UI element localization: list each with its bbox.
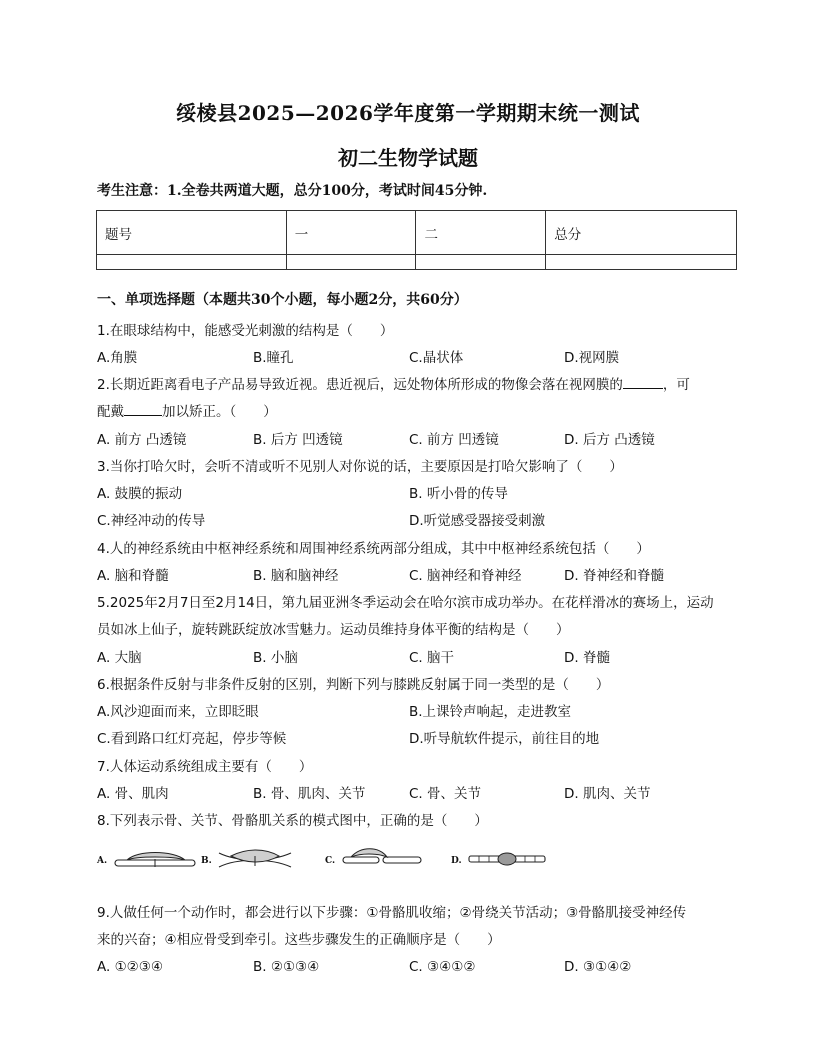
- option[interactable]: B.上课铃声响起，走进教室: [409, 704, 572, 720]
- option-row: [97, 954, 737, 981]
- option[interactable]: B. 脑和脑神经: [253, 568, 339, 584]
- option[interactable]: D. ③①④②: [564, 959, 632, 975]
- exam-title: 绥棱县2025—2026学年度第一学期期末统一测试: [176, 101, 640, 125]
- score-table-header-cell: 一: [286, 211, 416, 255]
- diagram-label: D.: [451, 856, 462, 866]
- option[interactable]: D.视网膜: [564, 350, 620, 366]
- question-stem: 1.在眼球结构中，能感受光刺激的结构是（ ）: [97, 323, 394, 339]
- score-cell[interactable]: [416, 255, 546, 270]
- option[interactable]: C. 脑干: [409, 650, 455, 666]
- option[interactable]: B. 听小骨的传导: [409, 486, 508, 502]
- option[interactable]: C.神经冲动的传导: [97, 513, 206, 529]
- option[interactable]: B.瞳孔: [253, 350, 294, 366]
- option[interactable]: B. 小脑: [253, 650, 298, 666]
- option[interactable]: D. 脊髓: [564, 650, 610, 666]
- option[interactable]: C. ③④①②: [409, 959, 476, 975]
- score-table-header-cell: 题号: [97, 211, 287, 255]
- option[interactable]: C.晶状体: [409, 350, 464, 366]
- diagram-option-d[interactable]: [451, 844, 571, 876]
- question-stem: [97, 372, 727, 399]
- bone-joint-muscle-diagram-b: [217, 844, 293, 876]
- option[interactable]: D. 后方 凸透镜: [564, 432, 655, 448]
- option[interactable]: A.风沙迎面而来，立即眨眼: [97, 704, 259, 720]
- bone-joint-muscle-diagram-d: [467, 844, 547, 876]
- bone-joint-muscle-diagram-a: [113, 844, 197, 876]
- option[interactable]: D.听觉感受器接受刺激: [409, 513, 546, 529]
- score-cell[interactable]: [286, 255, 416, 270]
- question-stem-cont: 来的兴奋；④相应骨受到牵引。这些步骤发生的正确顺序是（ ）: [97, 932, 501, 948]
- score-cell[interactable]: [546, 255, 737, 270]
- score-table: [96, 210, 737, 270]
- option-row: [97, 427, 737, 454]
- exam-subtitle: 初二生物学试题: [338, 146, 478, 170]
- score-cell[interactable]: [97, 255, 287, 270]
- option[interactable]: A. 前方 凸透镜: [97, 432, 187, 448]
- option[interactable]: A. 骨、肌肉: [97, 786, 169, 802]
- fill-blank[interactable]: [623, 374, 663, 389]
- diagram-option-a[interactable]: [97, 844, 217, 876]
- question-stem-cont: 员如冰上仙子，旋转跳跃绽放冰雪魅力。运动员维持身体平衡的结构是（ ）: [97, 622, 570, 638]
- option[interactable]: A. 脑和脊髓: [97, 568, 169, 584]
- stem-text: ，可: [662, 377, 690, 393]
- question-stem: 4.人的神经系统由中枢神经系统和周围神经系统两部分组成，其中中枢神经系统包括（ ）: [97, 541, 650, 557]
- score-table-header-cell: 二: [416, 211, 546, 255]
- question-stem: 9.人做任何一个动作时，都会进行以下步骤：①骨骼肌收缩；②骨绕关节活动；③骨骼肌接受神经传: [97, 905, 687, 921]
- option-row: [97, 726, 737, 753]
- diagram-label: C.: [325, 856, 336, 866]
- option-row: [97, 508, 737, 535]
- option-row: [97, 345, 737, 372]
- option-row: [97, 699, 737, 726]
- option[interactable]: B. ②①③④: [253, 959, 320, 975]
- stem-text: 配戴: [97, 404, 124, 420]
- option-row: [97, 645, 737, 672]
- diagram-label: A.: [97, 856, 108, 866]
- question-stem: 7.人体运动系统组成主要有（ ）: [97, 759, 313, 775]
- score-table-score-row: [97, 255, 737, 270]
- option[interactable]: C. 脑神经和脊神经: [409, 568, 522, 584]
- option[interactable]: A. 鼓膜的振动: [97, 486, 183, 502]
- option[interactable]: D. 脊神经和脊髓: [564, 568, 664, 584]
- option[interactable]: A.角膜: [97, 350, 138, 366]
- option[interactable]: B. 后方 凹透镜: [253, 432, 343, 448]
- diagram-option-c[interactable]: [325, 844, 445, 876]
- score-table-header-cell: 总分: [546, 211, 737, 255]
- option-row: [97, 481, 737, 508]
- option[interactable]: D. 肌肉、关节: [564, 786, 651, 802]
- bone-muscle-diagrams: [97, 844, 737, 876]
- diagram-option-b[interactable]: [201, 844, 301, 876]
- option[interactable]: A. 大脑: [97, 650, 142, 666]
- question-stem-cont: [97, 399, 727, 426]
- question-stem: 5.2025年2月7日至2月14日，第九届亚洲冬季运动会在哈尔滨市成功举办。在花样滑冰的赛场上，运动: [97, 595, 714, 611]
- option-row: [97, 563, 737, 590]
- option[interactable]: C. 前方 凹透镜: [409, 432, 499, 448]
- stem-text: 2.长期近距离看电子产品易导致近视。患近视后，远处物体所形成的物像会落在视网膜的: [97, 377, 623, 393]
- bone-joint-muscle-diagram-c: [341, 844, 423, 876]
- exam-notice: 考生注意：1.全卷共两道大题，总分100分，考试时间45分钟.: [97, 183, 488, 199]
- stem-text: 加以矫正。（ ）: [162, 404, 277, 420]
- question-stem: 8.下列表示骨、关节、骨骼肌关系的模式图中，正确的是（ ）: [97, 813, 488, 829]
- section-title: 一、单项选择题（本题共30个小题，每小题2分，共60分）: [97, 292, 468, 308]
- option[interactable]: C. 骨、关节: [409, 786, 482, 802]
- option[interactable]: A. ①②③④: [97, 959, 163, 975]
- fill-blank[interactable]: [124, 401, 162, 416]
- question-stem: 3.当你打哈欠时，会听不清或听不见别人对你说的话，主要原因是打哈欠影响了（ ）: [97, 459, 623, 475]
- option[interactable]: C.看到路口红灯亮起，停步等候: [97, 731, 287, 747]
- diagram-label: B.: [201, 856, 212, 866]
- option-row: [97, 781, 737, 808]
- option[interactable]: B. 骨、肌肉、关节: [253, 786, 366, 802]
- question-stem: 6.根据条件反射与非条件反射的区别，判断下列与膝跳反射属于同一类型的是（ ）: [97, 677, 610, 693]
- option[interactable]: D.听导航软件提示，前往目的地: [409, 731, 600, 747]
- score-table-header-row: [97, 211, 737, 255]
